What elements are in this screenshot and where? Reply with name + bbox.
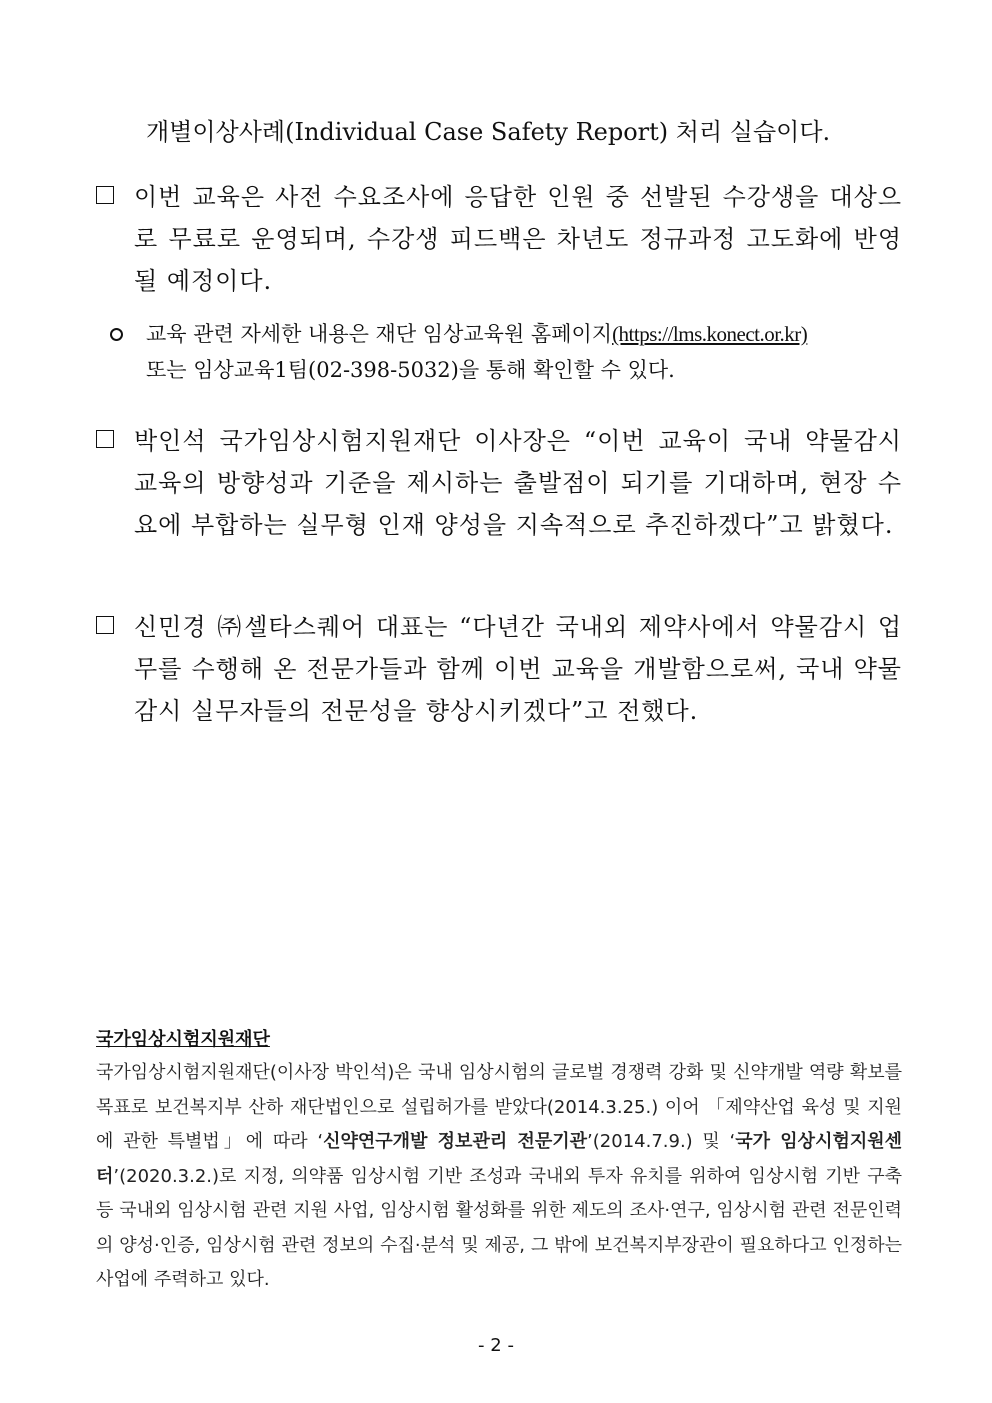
about-bold-institution: 신약연구개발 정보관리 전문기관 [323,1131,588,1152]
bullet-item-education-operation [96,176,902,302]
sub-item-contact-info [110,316,902,388]
about-title: 국가임상시험지원재단 [96,1029,270,1050]
sub-item-prefix: 교육 관련 자세한 내용은 재단 임상교육원 홈페이지 [146,322,613,346]
continuation-line: 개별이상사례(Individual Case Safety Report) 처리 실습이다. [146,118,831,146]
square-bullet-icon [96,186,114,204]
bullet-item-text: 이번 교육은 사전 수요조사에 응답한 인원 중 선발된 수강생을 대상으로 무료로 운영되며, 수강생 피드백은 차년도 정규과정 고도화에 반영될 예정이다. [134,183,902,295]
page-number: - 2 - [478,1335,514,1356]
about-foundation-section [96,1026,902,1298]
bullet-item-chairman-quote [96,420,902,546]
sub-item-line-1 [146,316,902,352]
bullet-item-text: 신민경 ㈜셀타스퀘어 대표는 “다년간 국내외 제약사에서 약물감시 업무를 수행해 온 전문가들과 함께 이번 교육을 개발함으로써, 국내 약물감시 실무자들의 전문성을 향상시키겠다”고 전했다. [134,613,902,725]
square-bullet-icon [96,430,114,448]
circle-bullet-icon [110,328,123,341]
bullet-item-ceo-quote [96,606,902,732]
about-body [96,1056,902,1298]
about-text-part-2: ’(2014.7.9.) 및 ‘ [587,1131,736,1152]
sub-item-line-2: 또는 임상교육1팀(02-398-5032)을 통해 확인할 수 있다. [146,358,675,382]
about-text-part-1: 국가임상시험지원재단(이사장 박인석)은 국내 임상시험의 글로벌 경쟁력 강화 및 신약개발 역량 확보를 목표로 보건복지부 산하 재단법인으로 설립허가를 받았다(2014.3.25.) 이어 「제약산업 육성 및 지원에 관한 특별법」에 따라 ‘ [96,1062,902,1152]
bullet-item-text: 박인석 국가임상시험지원재단 이사장은 “이번 교육이 국내 약물감시 교육의 방향성과 기준을 제시하는 출발점이 되기를 기대하며, 현장 수요에 부합하는 실무형 인재 양성을 지속적으로 추진하겠다”고 밝혔다. [134,427,902,539]
about-text-part-3: ’(2020.3.2.)로 지정, 의약품 임상시험 기반 조성과 국내외 투자 유치를 위하여 임상시험 기반 구축 등 국내외 임상시험 관련 지원 사업, 임상시험 활성화를 위한 제도의 조사·연구, 임상시험 관련 전문인력의 양성·인증, 임상시험 관련 정보의 수집·분석 및 제공, 그 밖에 보건복지부장관이 필요하다고 인정하는 사업에 주력하고 있다. [96,1165,902,1290]
about-bold-center: 국가 임상시험지원센터 [96,1131,903,1187]
homepage-link[interactable]: (https://lms.konect.or.kr) [612,322,808,346]
square-bullet-icon [96,616,114,634]
